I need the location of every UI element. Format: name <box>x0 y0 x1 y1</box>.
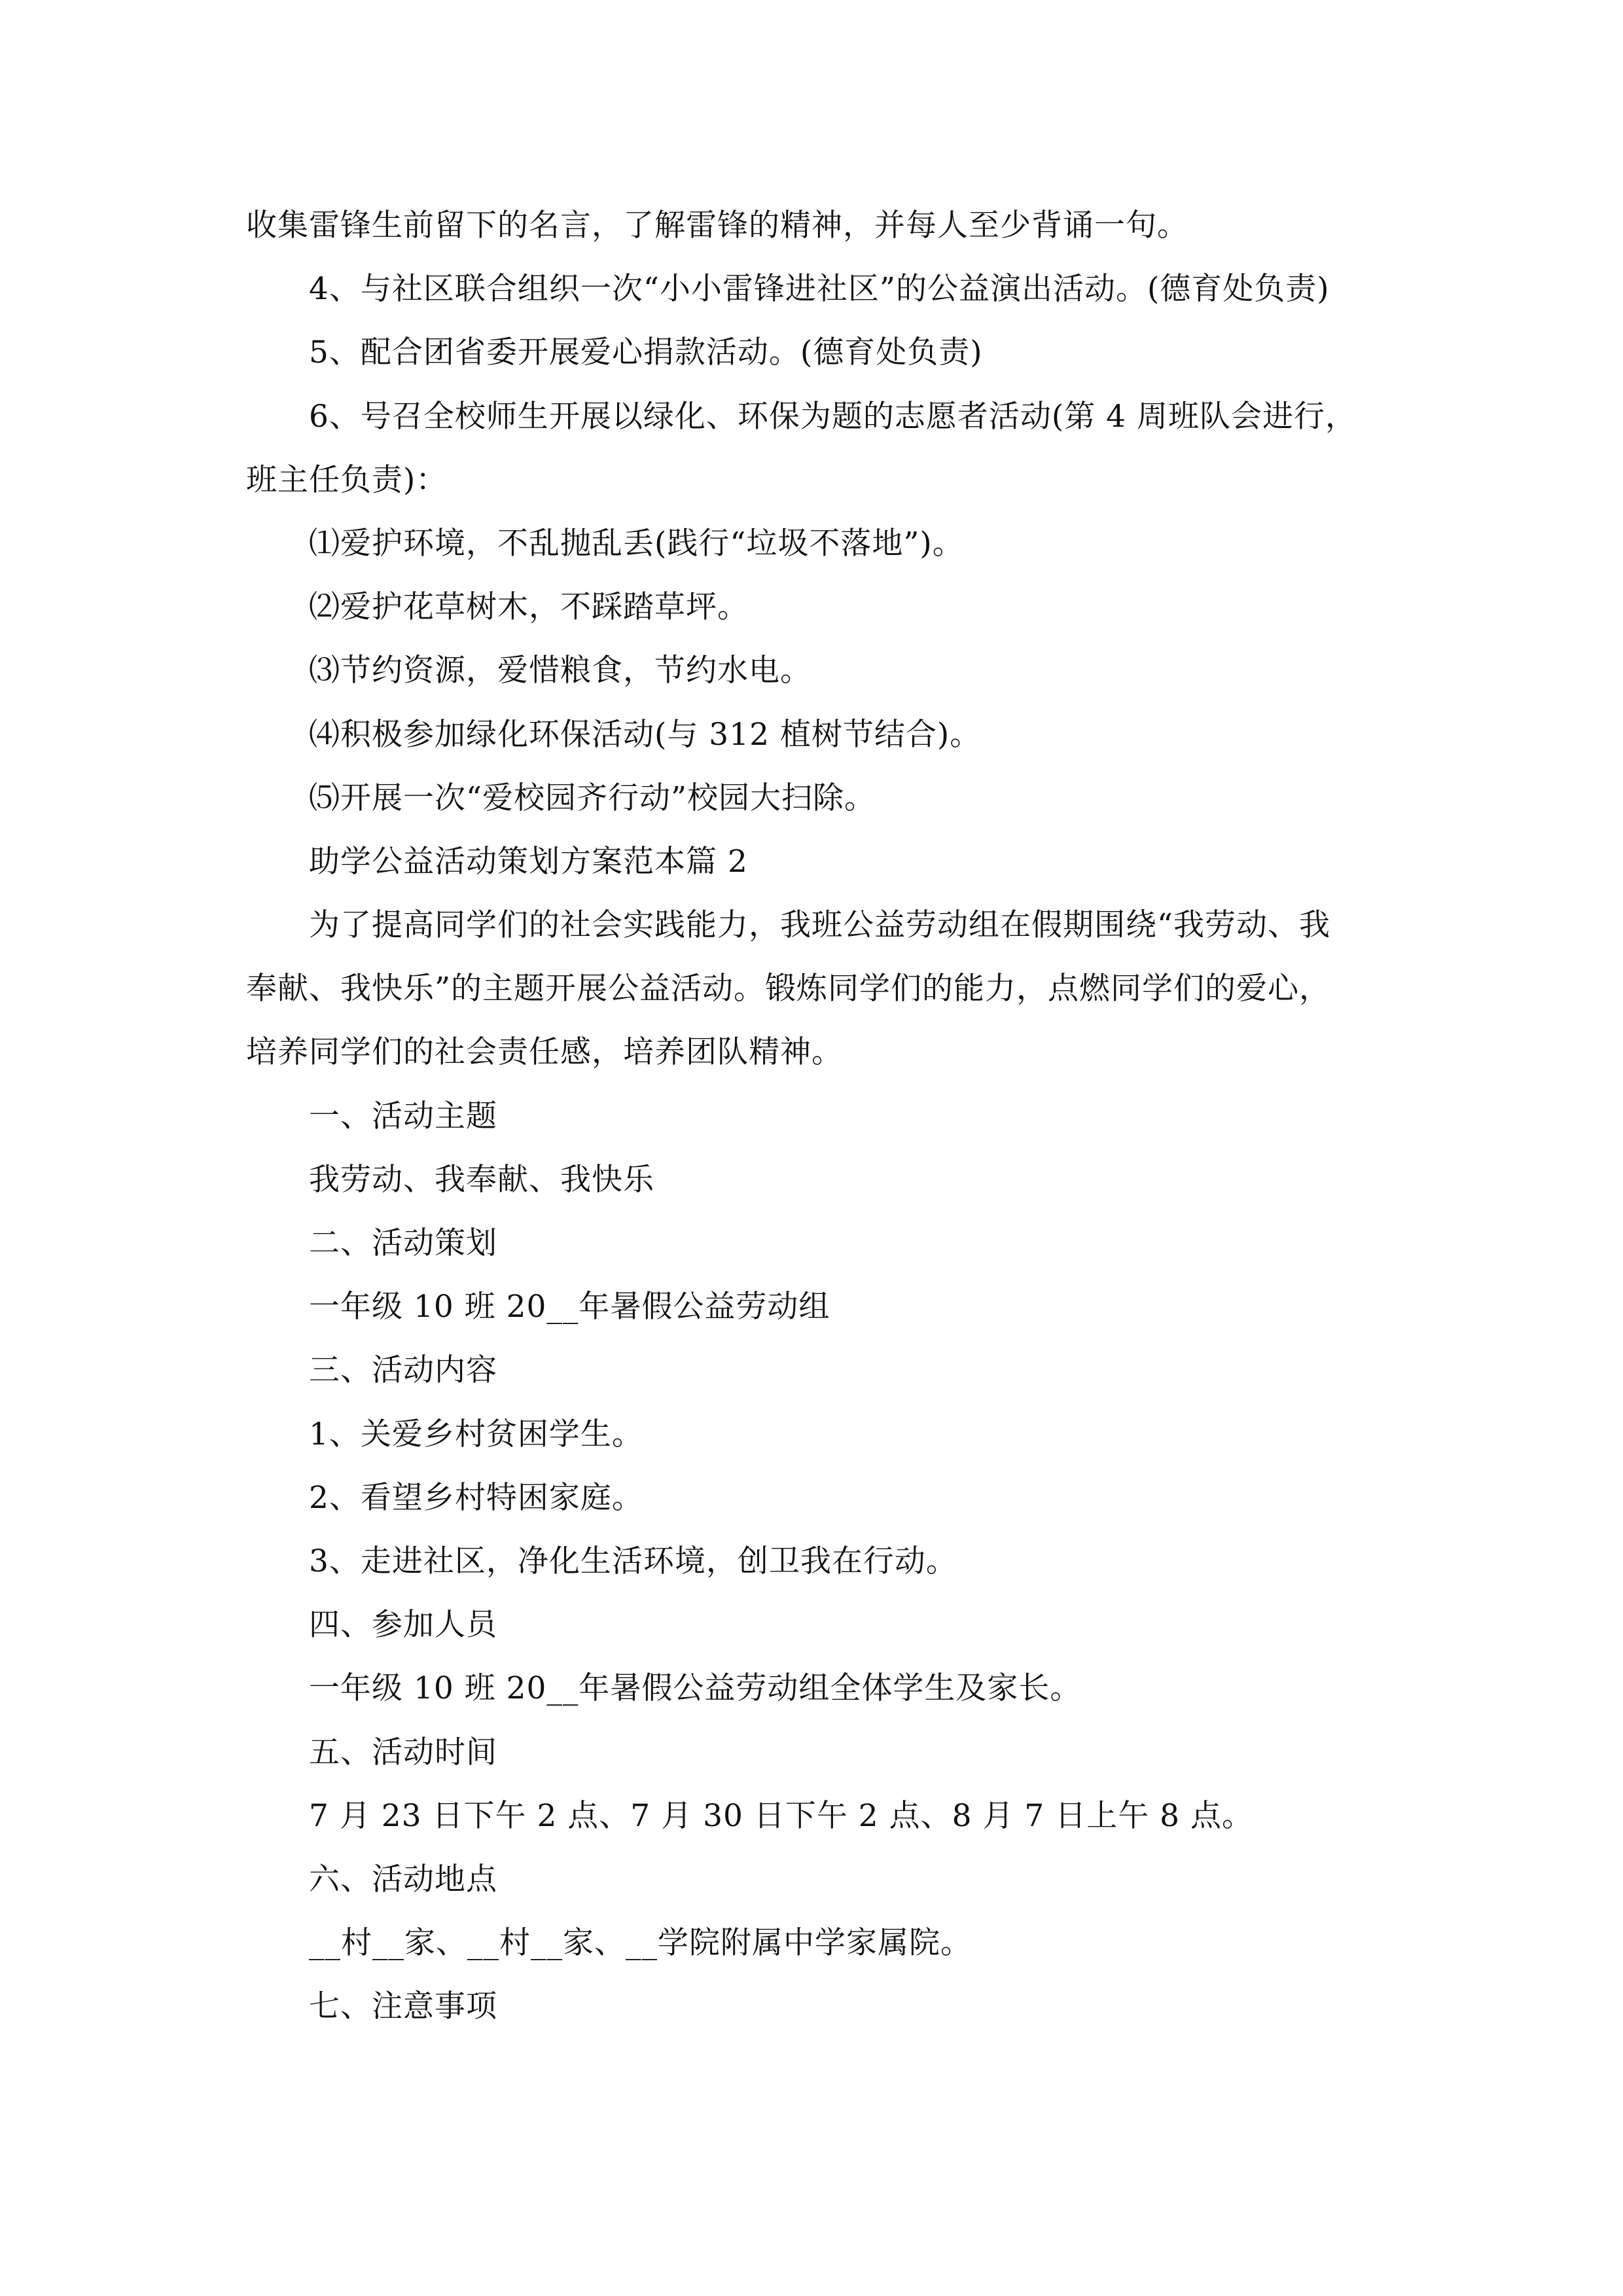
text-line: 一年级 10 班 20__年暑假公益劳动组全体学生及家长。 <box>309 1670 1082 1707</box>
text-line: 我劳动、我奉献、我快乐 <box>309 1161 654 1198</box>
text-line: 5、配合团省委开展爱心捐款活动。(德育处负责) <box>309 334 983 371</box>
list-item: 1、关爱乡村贫困学生。 <box>309 1416 643 1452</box>
section-heading: 六、活动地点 <box>309 1861 497 1897</box>
paragraph-line: 奉献、我快乐”的主题开展公益活动。锻炼同学们的能力，点燃同学们的爱心， <box>246 971 1331 1007</box>
section-heading: 三、活动内容 <box>309 1352 497 1389</box>
section-heading: 七、注意事项 <box>309 1988 497 2025</box>
document-body <box>246 194 1393 2038</box>
paragraph-line: 培养同学们的社会责任感，培养团队精神。 <box>246 1034 843 1071</box>
list-item: ⑸开展一次“爱校园齐行动”校园大扫除。 <box>309 780 876 816</box>
section-title: 助学公益活动策划方案范本篇 2 <box>309 843 748 880</box>
list-item: ⑶节约资源，爱惜粮食，节约水电。 <box>309 653 812 689</box>
text-line: 7 月 23 日下午 2 点、7 月 30 日下午 2 点、8 月 7 日上午 8 点。 <box>309 1797 1254 1834</box>
text-line: 收集雷锋生前留下的名言，了解雷锋的精神，并每人至少背诵一句。 <box>246 207 1188 243</box>
section-heading: 二、活动策划 <box>309 1225 497 1261</box>
section-heading: 五、活动时间 <box>309 1734 497 1770</box>
text-line: 一年级 10 班 20__年暑假公益劳动组 <box>309 1289 830 1325</box>
section-heading: 四、参加人员 <box>309 1607 497 1643</box>
section-heading: 一、活动主题 <box>309 1098 497 1134</box>
list-item: 2、看望乡村特困家庭。 <box>309 1479 643 1516</box>
list-item: 3、走进社区，净化生活环境，创卫我在行动。 <box>309 1543 957 1579</box>
list-item: ⑴爱护环境，不乱抛乱丢(践行“垃圾不落地”)。 <box>309 525 964 562</box>
text-line: 6、号召全校师生开展以绿化、环保为题的志愿者活动(第 4 周班队会进行， <box>309 398 1357 435</box>
list-item: ⑷积极参加绿化环保活动(与 312 植树节结合)。 <box>309 716 982 753</box>
list-item: ⑵爱护花草树木，不踩踏草坪。 <box>309 589 749 626</box>
text-line: 4、与社区联合组织一次“小小雷锋进社区”的公益演出活动。(德育处负责) <box>309 271 1330 308</box>
text-line: __村__家、__村__家、__学院附属中学家属院。 <box>309 1925 972 1962</box>
paragraph-line: 为了提高同学们的社会实践能力，我班公益劳动组在假期围绕“我劳动、我 <box>309 907 1331 944</box>
text-line: 班主任负责)： <box>246 461 448 498</box>
